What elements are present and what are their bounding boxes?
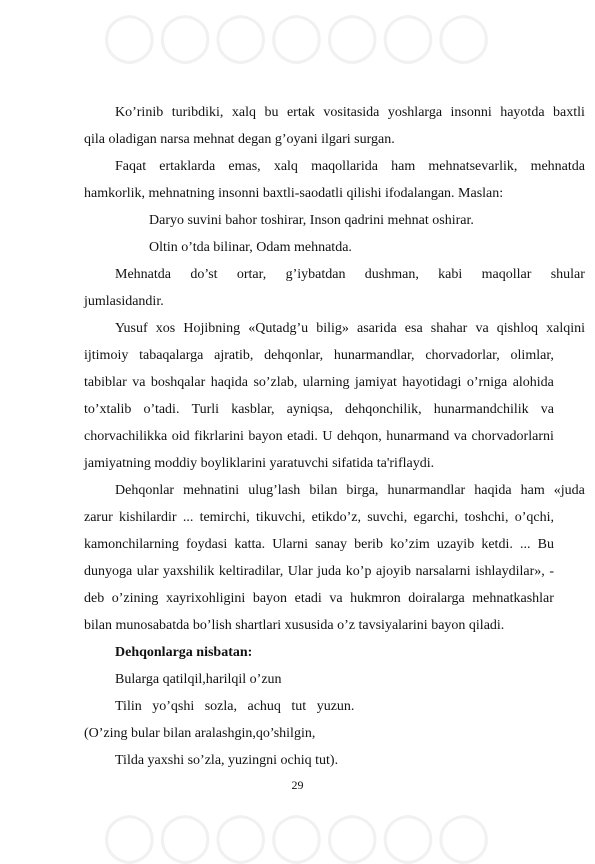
proverb-line: Daryo suvini bahor toshirar, Inson qadrini mehnat oshirar. — [149, 213, 474, 228]
word: suvchi, — [367, 510, 408, 525]
translation-line: Tilda yaxshi so’zla, yuzingni ochiq tut). — [115, 753, 339, 768]
word: Dehqonlar — [115, 483, 175, 498]
word: ortar, — [236, 267, 267, 282]
word: turibdiki, — [171, 105, 224, 120]
paragraph-line — [84, 535, 554, 555]
word: boshqalar — [150, 375, 206, 390]
word: Bu — [537, 537, 554, 552]
word: mehnatsevarlik, — [428, 159, 518, 174]
verse-text: Tilin yo’qshi sozla, achuq tut yuzun. — [115, 699, 355, 714]
word: yaxshilik — [163, 564, 215, 579]
word: dushman, — [364, 267, 419, 282]
word: Yusuf — [115, 321, 148, 336]
word: ko’zim — [390, 537, 430, 552]
word: chorvadorlar, — [425, 348, 500, 363]
translation-line: (O’zing bular bilan aralashgin,qo’shilgin, — [84, 726, 316, 741]
word: katta. — [234, 537, 266, 552]
word: o’qchi, — [514, 510, 554, 525]
word: tabiblar — [84, 375, 127, 390]
word: ajratib, — [214, 348, 254, 363]
word: ham — [391, 159, 416, 174]
word: xalqini — [546, 321, 585, 336]
word: hunarmandchilik — [433, 402, 529, 417]
word: birga, — [346, 483, 379, 498]
word: asarida — [357, 321, 397, 336]
paragraph-line: qila oladigan narsa mehnat degan g’oyani ilgari surgan. — [84, 132, 395, 147]
word: doiralarga — [408, 591, 465, 606]
word: ketdi. — [481, 537, 513, 552]
word: etadi. — [287, 429, 318, 444]
word: maqollar — [481, 267, 532, 282]
paragraph-line — [84, 265, 585, 285]
word: va — [132, 375, 146, 390]
word: hunarmandlar — [387, 483, 466, 498]
word: o’tadi. — [143, 402, 180, 417]
word: mehnatini — [183, 483, 240, 498]
word: so’zlab, — [253, 375, 298, 390]
word: va — [329, 591, 343, 606]
word: alohida — [512, 375, 554, 390]
watermark-icon: ◯◯◯◯◯◯◯ — [102, 808, 493, 864]
word: va — [453, 429, 467, 444]
word: U — [322, 429, 333, 444]
word: ko’p — [345, 564, 372, 579]
word: ijtimoiy — [84, 348, 129, 363]
word: ertak — [286, 105, 315, 120]
paragraph-line — [84, 346, 554, 366]
word: tabaqalarga — [139, 348, 204, 363]
word: jamiyat — [354, 375, 397, 390]
word: xalq — [231, 105, 256, 120]
word: hunarmand — [386, 429, 450, 444]
word: hukmron — [350, 591, 401, 606]
verse-line: Bularga qatilqil,harilqil o’zun — [115, 672, 282, 687]
word: oid — [171, 429, 190, 444]
word: ham — [520, 483, 545, 498]
word: kishilardir — [119, 510, 177, 525]
word: temirchi, — [199, 510, 250, 525]
page-number: 29 — [291, 778, 304, 792]
word: haqida — [210, 375, 249, 390]
word: Faqat — [115, 159, 147, 174]
word: juda — [317, 564, 342, 579]
word: bilig» — [316, 321, 349, 336]
word: hayotidagi — [402, 375, 462, 390]
word: xos — [155, 321, 176, 336]
word: egarchi, — [413, 510, 459, 525]
paragraph-line — [84, 373, 554, 393]
word: bu — [264, 105, 279, 120]
word: bayon — [252, 591, 288, 606]
word: olimlar, — [510, 348, 554, 363]
paragraph-line — [84, 157, 585, 177]
word: ular — [136, 564, 159, 579]
word: xalq — [273, 159, 298, 174]
paragraph-line: jumlasidandir. — [84, 294, 164, 309]
paragraph-line: jamiyatning moddiy boyliklarini yaratuvchi sifatida ta'riflaydi. — [84, 456, 435, 471]
word: insonni — [450, 105, 492, 120]
word: «juda — [553, 483, 585, 498]
word: etadi — [294, 591, 322, 606]
paragraph-line — [84, 508, 554, 528]
word: etikdo’z, — [311, 510, 361, 525]
verse-line — [84, 697, 585, 717]
word: narsalarni — [415, 564, 471, 579]
word: ulug’lash — [248, 483, 301, 498]
word: chorvachilikka — [84, 429, 168, 444]
word: va — [475, 321, 489, 336]
word: Ularni — [272, 537, 308, 552]
word: dehqonchilik, — [345, 402, 422, 417]
word: baxtli — [553, 105, 585, 120]
word: chorvadorlarni — [471, 429, 554, 444]
word: bilan — [309, 483, 338, 498]
word: dehqon, — [337, 429, 382, 444]
paragraph-line: bilan munosabatda bo’lish shartlari xususida o’z tavsiyalarini bayon qiladi. — [84, 618, 505, 633]
word: o’zining — [111, 591, 159, 606]
paragraph-line — [84, 589, 554, 609]
word: maqollarida — [311, 159, 378, 174]
paragraph-line — [84, 400, 554, 420]
paragraph-line: hamkorlik, mehnatning insonni baxtli-saodatli qilishi ifodalangan. Maslan: — [84, 186, 504, 201]
word: ... — [182, 510, 194, 525]
word: uzayib — [436, 537, 475, 552]
word: ... — [519, 537, 531, 552]
word: ertaklarda — [159, 159, 216, 174]
word: xayrixohligini — [165, 591, 246, 606]
word: Mehnatda — [115, 267, 171, 282]
paragraph-line — [84, 103, 585, 123]
word: emas, — [228, 159, 261, 174]
paragraph-line — [84, 481, 585, 501]
word: Turli — [191, 402, 220, 417]
word: deb — [84, 591, 105, 606]
word: qishloq — [496, 321, 538, 336]
word: hunarmandlar, — [333, 348, 415, 363]
word: Hojibning — [183, 321, 241, 336]
word: sanay — [315, 537, 348, 552]
word: do’st — [190, 267, 218, 282]
word: shular — [550, 267, 585, 282]
word: toshchi, — [464, 510, 509, 525]
word: tikuvchi, — [255, 510, 306, 525]
word: ularning — [302, 375, 350, 390]
word: fikrlarini — [194, 429, 244, 444]
proverb-line: Oltin o’tda bilinar, Odam mehnatda. — [149, 240, 352, 255]
word: - — [549, 564, 554, 579]
word: berib — [354, 537, 383, 552]
paragraph-line — [84, 319, 585, 339]
word: ishlaydilar», — [475, 564, 545, 579]
word: mehnatkashlar — [472, 591, 554, 606]
word: kasblar, — [231, 402, 275, 417]
word: hayotda — [500, 105, 545, 120]
word: shahar — [430, 321, 468, 336]
word: Ular — [287, 564, 313, 579]
watermark-icon: ◯◯◯◯◯◯◯ — [102, 8, 493, 64]
word: vositasida — [323, 105, 380, 120]
word: foydasi — [186, 537, 228, 552]
word: yoshlarga — [387, 105, 443, 120]
word: va — [540, 402, 554, 417]
word: dehqonlar, — [264, 348, 324, 363]
word: kamonchilarning — [84, 537, 179, 552]
paragraph-line — [84, 427, 554, 447]
word: «Qutadg’u — [248, 321, 309, 336]
word: o’rniga — [466, 375, 508, 390]
word: g’iybatdan — [285, 267, 346, 282]
word: dunyoga — [84, 564, 133, 579]
paragraph-line — [84, 562, 554, 582]
word: esa — [404, 321, 423, 336]
word: zarur — [84, 510, 113, 525]
word: kabi — [438, 267, 463, 282]
word: ajoyib — [375, 564, 411, 579]
word: ayniqsa, — [286, 402, 333, 417]
word: bayon — [248, 429, 283, 444]
word: haqida — [474, 483, 512, 498]
word: Ko’rinib — [115, 105, 164, 120]
word: mehnatda — [530, 159, 585, 174]
section-heading: Dehqonlarga nisbatan: — [115, 645, 253, 660]
word: keltiradilar, — [218, 564, 284, 579]
word: to’xtalib — [84, 402, 132, 417]
